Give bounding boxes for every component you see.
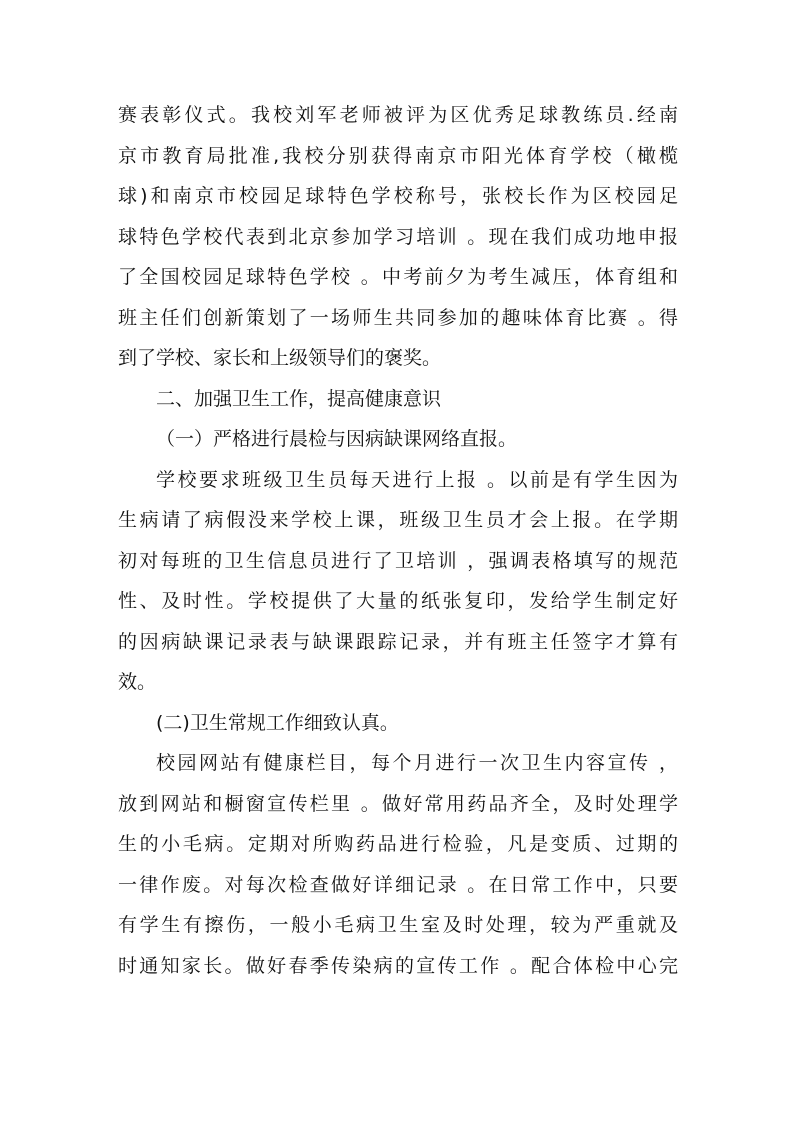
text-line: 性、及时性。学校提供了大量的纸张复印，发给学生制定好: [118, 590, 678, 612]
text-line: 时通知家长。做好春季传染病的宣传工作 。配合体检中心完: [118, 954, 678, 977]
para-routine-hygiene: [118, 743, 678, 986]
text-line: 的因病缺课记录表与缺课跟踪记录，并有班主任签字才算有: [118, 630, 678, 653]
text-line: 生病请了病假没来学校上课，班级卫生员才会上报。在学期: [118, 509, 678, 531]
text-line: 校园网站有健康栏目，每个月进行一次卫生内容宣传 ，: [156, 752, 678, 774]
text-line: 了全国校园足球特色学校 。中考前夕为考生减压，体育组和: [118, 266, 678, 288]
section-heading: 二、加强卫生工作，提高健康意识: [156, 387, 442, 410]
text-line: 京市教育局批准,我校分别获得南京市阳光体育学校（橄榄: [118, 144, 678, 167]
text-line: 球特色学校代表到北京参加学习培训 。现在我们成功地申报: [118, 225, 678, 248]
subheading-morning-check: [118, 419, 678, 460]
subsection-heading: (二)卫生常规工作细致认真。: [156, 711, 399, 734]
subheading-routine-hygiene: [118, 703, 678, 744]
document-body: [118, 95, 678, 986]
text-line: 效。: [118, 671, 157, 693]
text-line: 有学生有擦伤，一般小毛病卫生室及时处理，较为严重就及: [118, 914, 678, 936]
text-line: 一律作废。对每次检查做好详细记录 。在日常工作中，只要: [118, 873, 678, 896]
heading-hygiene-work: [118, 379, 678, 420]
text-line: 放到网站和橱窗宣传栏里 。做好常用药品齐全，及时处理学: [118, 792, 678, 815]
text-line: 球)和南京市校园足球特色学校称号，张校长作为区校园足: [118, 185, 678, 207]
subsection-heading: （一）严格进行晨检与因病缺课网络直报。: [156, 428, 518, 450]
text-line: 初对每班的卫生信息员进行了卫培训 ，强调表格填写的规范: [118, 549, 678, 572]
para-sports-honors: [118, 95, 678, 379]
text-line: 学校要求班级卫生员每天进行上报 。以前是有学生因为: [156, 468, 678, 491]
text-line: 到了学校、家长和上级领导们的褒奖。: [118, 347, 442, 369]
text-line: 班主任们创新策划了一场师生共同参加的趣味体育比赛 。得: [118, 306, 678, 329]
para-morning-check: [118, 460, 678, 703]
text-line: 生的小毛病。定期对所购药品进行检验，凡是变质、过期的: [118, 833, 678, 855]
text-line: 赛表彰仪式。我校刘军老师被评为区优秀足球教练员.经南: [118, 104, 678, 126]
